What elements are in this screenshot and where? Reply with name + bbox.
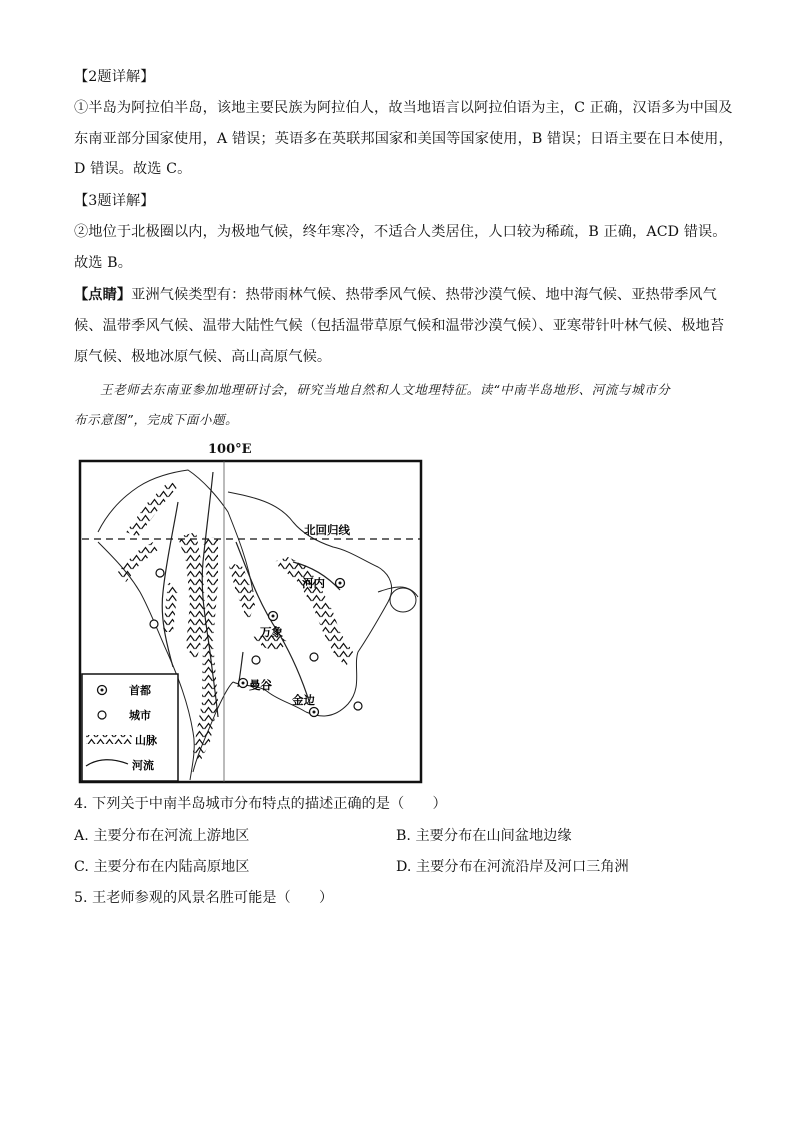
question-4-option-c: C. 主要分布在内陆高原地区: [74, 859, 250, 875]
tip-text-1: 亚洲气候类型有：热带雨林气候、热带季风气候、热带沙漠气候、地中海气候、亚热带季风气: [131, 287, 717, 303]
city-marker: [354, 702, 362, 710]
map-svg: [78, 442, 424, 784]
capital-hanoi: [336, 579, 345, 588]
q3-line-2: 故选 B。: [74, 255, 132, 271]
indochina-map: [78, 442, 424, 784]
label-bangkok: 曼谷: [249, 678, 272, 692]
label-vientiane: 万象: [260, 625, 283, 639]
q2-line-2: 东南亚部分国家使用，A 错误；英语多在英联邦国家和美国等国家使用，B 错误；日语主要在日本使用，: [74, 131, 733, 147]
intro-line-1: 王老师去东南亚参加地理研讨会，研究当地自然和人文地理特征。读“中南半岛地形、河流与城市分: [100, 382, 671, 397]
legend-mountain-symbol: [86, 735, 132, 744]
question-4-stem: 4. 下列关于中南半岛城市分布特点的描述正确的是（ ）: [74, 796, 447, 812]
label-phnom-penh: 金边: [292, 693, 315, 707]
capital-phnom-penh: [310, 708, 319, 717]
q3-heading: 【3题详解】: [74, 193, 155, 209]
q2-line-1: ①半岛为阿拉伯半岛，该地主要民族为阿拉伯人，故当地语言以阿拉伯语为主，C 正确，汉语多为中国及: [74, 100, 733, 116]
legend-mountain: 山脉: [135, 734, 157, 747]
tip-line-3: 原气候、极地冰原气候、高山高原气候。: [74, 349, 332, 365]
legend-river: 河流: [132, 759, 154, 772]
legend-capital: 首都: [129, 684, 151, 697]
tip-label: 【点睛】: [74, 287, 132, 303]
legend-city: 城市: [129, 709, 151, 722]
tip-line-2: 候、温带季风气候、温带大陆性气候（包括温带草原气候和温带沙漠气候）、亚寒带针叶林气候、极地苔: [74, 318, 725, 334]
capital-vientiane: [269, 612, 278, 621]
label-hanoi: 河内: [302, 576, 325, 590]
q2-heading: 【2题详解】: [74, 69, 155, 85]
q3-line-1: ②地位于北极圈以内，为极地气候，终年寒冷，不适合人类居住，人口较为稀疏，B 正确，ACD 错误。: [74, 224, 727, 240]
intro-line-2: 布示意图”，完成下面小题。: [74, 412, 239, 427]
question-5-stem: 5. 王老师参观的风景名胜可能是（ ）: [74, 890, 334, 906]
city-marker: [150, 620, 158, 628]
q2-line-3: D 错误。故选 C。: [74, 161, 192, 177]
city-marker: [156, 569, 164, 577]
tropic-label: 北回归线: [304, 523, 350, 537]
map-legend: [82, 674, 178, 781]
tip-line-1: [74, 285, 717, 305]
city-marker: [252, 656, 260, 664]
capital-bangkok: [239, 679, 248, 688]
question-4-option-d: D. 主要分布在河流沿岸及河口三角洲: [396, 859, 629, 875]
question-4-option-a: A. 主要分布在河流上游地区: [74, 828, 250, 844]
question-4-option-b: B. 主要分布在山间盆地边缘: [396, 828, 572, 844]
city-marker: [310, 653, 318, 661]
meridian-label: 100°E: [208, 442, 252, 457]
